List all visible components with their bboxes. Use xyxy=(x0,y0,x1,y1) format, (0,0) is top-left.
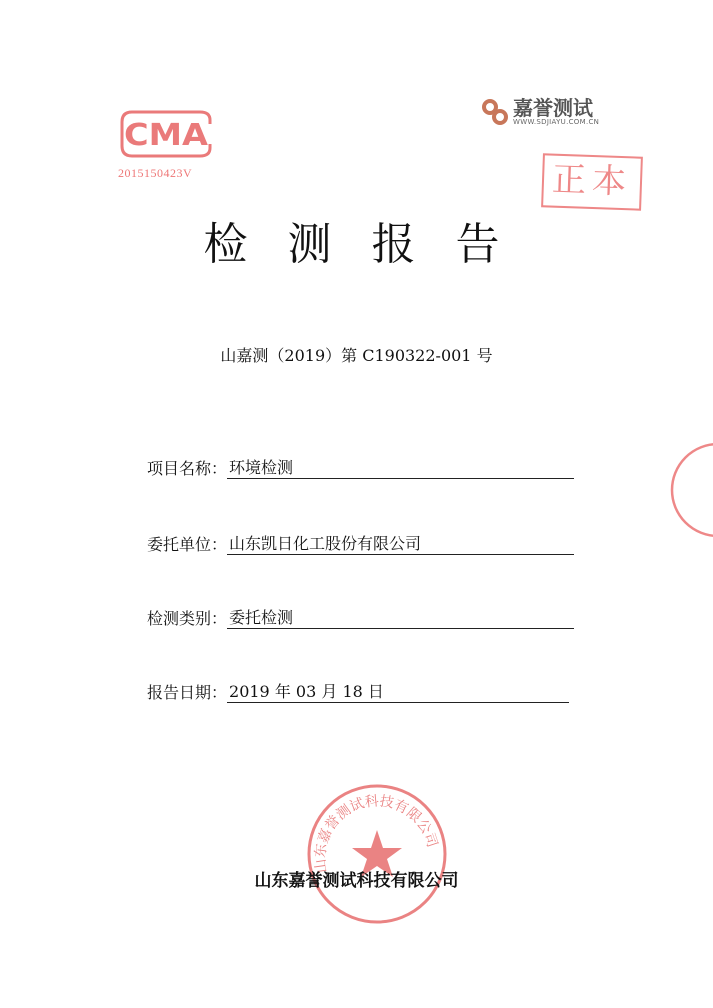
field-label: 项目名称： xyxy=(147,459,228,478)
field-label: 报告日期： xyxy=(147,683,228,702)
field-label: 检测类别： xyxy=(147,609,228,628)
cma-stamp xyxy=(114,106,218,162)
field-report-date xyxy=(147,680,569,703)
field-label: 委托单位： xyxy=(147,535,228,554)
field-value: 环境检测 xyxy=(227,458,574,479)
logo-icon xyxy=(481,98,509,126)
field-value: 2019 年 03 月 18 日 xyxy=(227,682,569,703)
field-client xyxy=(147,532,574,555)
field-test-type xyxy=(147,606,574,629)
company-seal xyxy=(305,782,449,926)
side-seal-partial xyxy=(668,440,713,540)
seal-text: 山东嘉誉测试科技有限公司 xyxy=(312,793,441,874)
field-value: 山东凯日化工股份有限公司 xyxy=(227,534,574,555)
logo-name: 嘉誉测试 xyxy=(513,96,593,120)
issuing-company: 山东嘉誉测试科技有限公司 xyxy=(254,871,459,891)
cma-mark: CMA xyxy=(124,118,209,153)
company-logo xyxy=(481,98,599,126)
original-copy-stamp: 正本 xyxy=(541,153,643,210)
cma-number: 2015150423V xyxy=(118,166,193,180)
field-value: 委托检测 xyxy=(227,608,574,629)
report-number: 山嘉测（2019）第 C190322-001 号 xyxy=(220,346,493,365)
page-title: 检测报告 xyxy=(203,219,540,270)
logo-url: WWW.SDJIAYU.COM.CN xyxy=(513,118,600,126)
field-project-name xyxy=(147,456,574,479)
